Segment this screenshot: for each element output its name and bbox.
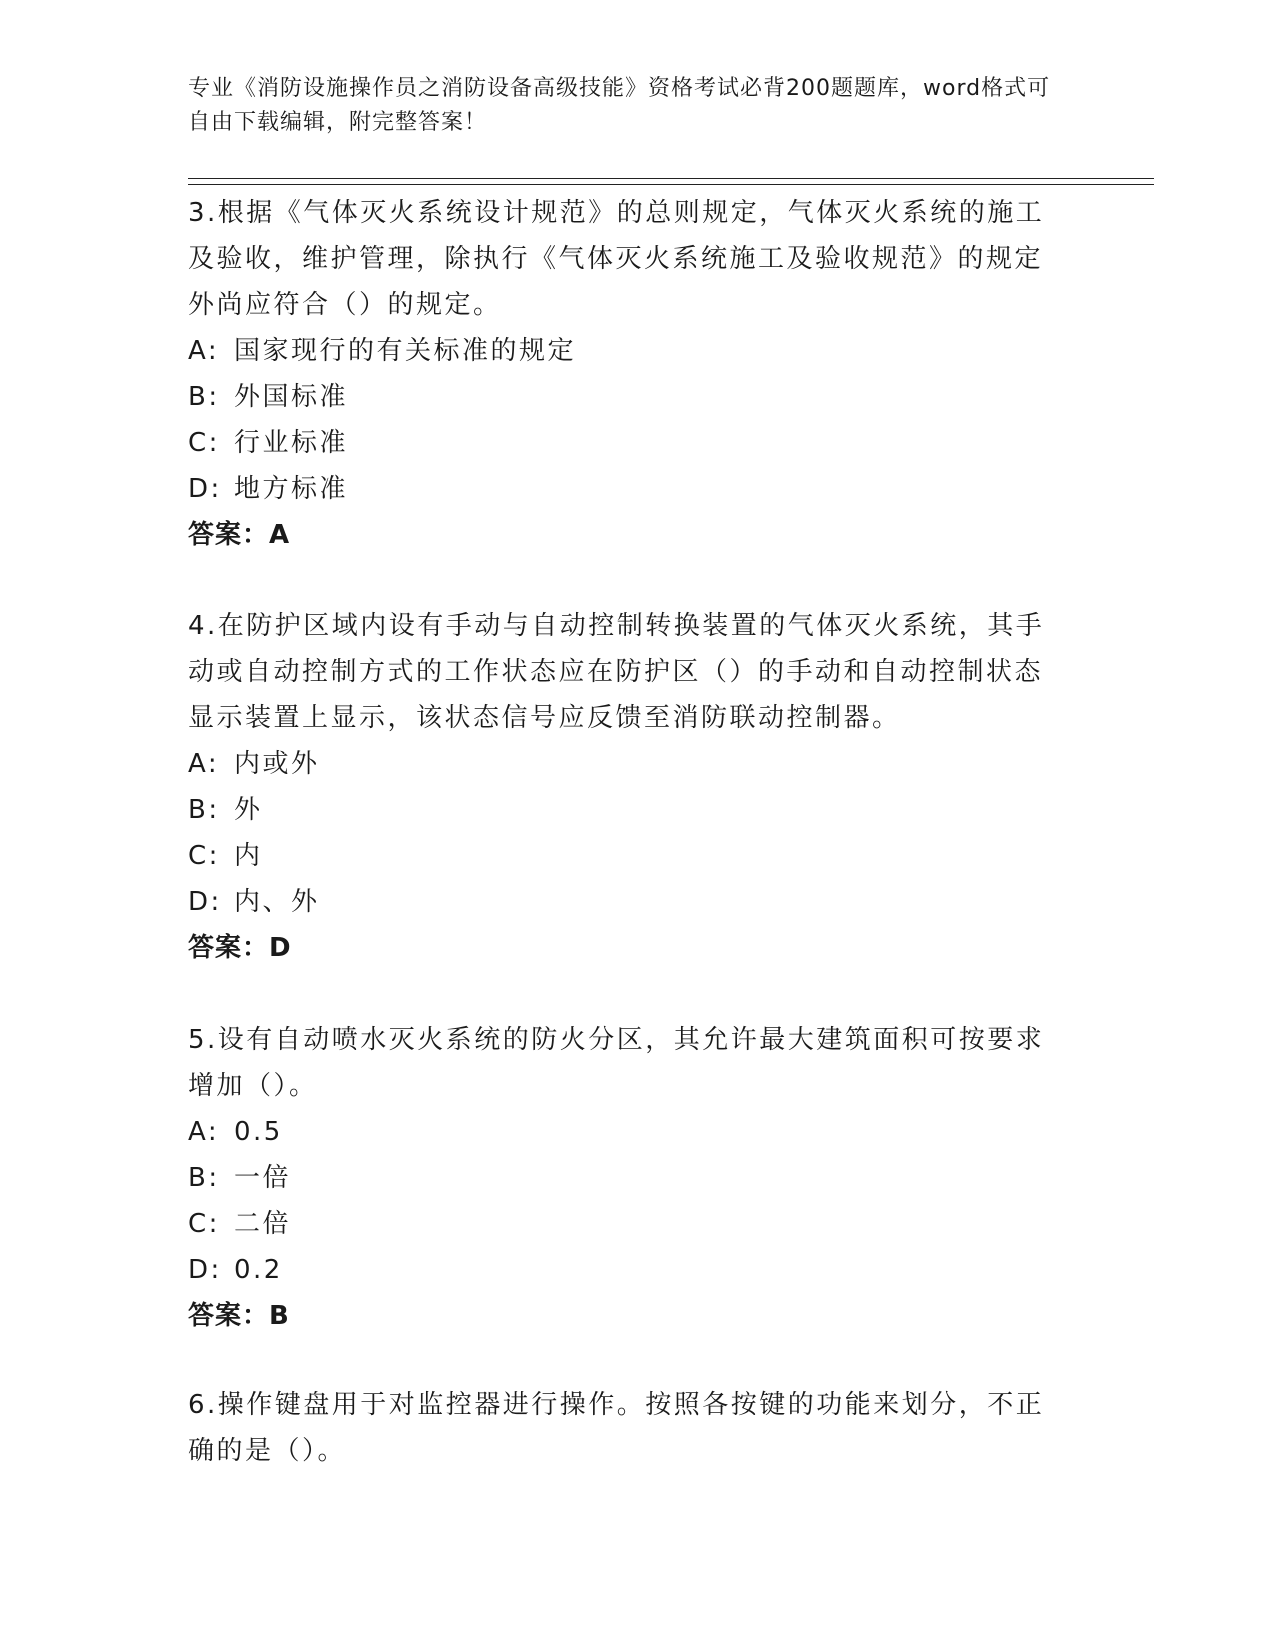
option-d [188,1247,1068,1293]
option-text: 0.5 [234,1117,283,1147]
question-6 [188,1382,1068,1474]
option-key: D: [188,1255,222,1285]
option-key: B: [188,795,220,825]
option-key: C: [188,1209,220,1239]
question-text: 3.根据《气体灭火系统设计规范》的总则规定，气体灭火系统的施工及验收，维护管理，除执行《气体灭火系统施工及验收规范》的规定外尚应符合（）的规定。 [188,198,1045,320]
option-a [188,1109,1068,1155]
question-3 [188,190,1068,558]
option-b [188,787,1068,833]
option-text: 内、外 [234,887,320,917]
option-c [188,420,1068,466]
option-b [188,1155,1068,1201]
answer: 答案：B [188,1301,290,1331]
document-header: 专业《消防设施操作员之消防设备高级技能》资格考试必背200题题库，word格式可自由下载编辑，附完整答案！ [188,76,1051,135]
question-4 [188,603,1068,971]
option-d [188,879,1068,925]
option-key: D: [188,887,222,917]
option-b [188,374,1068,420]
question-5 [188,1017,1068,1339]
option-a [188,328,1068,374]
option-a [188,741,1068,787]
option-text: 0.2 [234,1255,283,1285]
option-text: 外国标准 [234,382,349,412]
option-key: B: [188,382,220,412]
option-text: 一倍 [234,1163,292,1193]
option-text: 内 [234,841,263,871]
question-text: 4.在防护区域内设有手动与自动控制转换装置的气体灭火系统，其手动或自动控制方式的工作状态应在防护区（）的手动和自动控制状态显示装置上显示，该状态信号应反馈至消防联动控制器。 [188,611,1045,733]
option-key: B: [188,1163,220,1193]
option-c [188,833,1068,879]
header-rule-top [188,178,1154,179]
option-text: 行业标准 [234,428,349,458]
option-key: D: [188,474,222,504]
option-c [188,1201,1068,1247]
option-key: A: [188,749,220,779]
answer: 答案：A [188,520,291,550]
option-text: 国家现行的有关标准的规定 [234,336,577,366]
answer: 答案：D [188,933,292,963]
question-text: 6.操作键盘用于对监控器进行操作。按照各按键的功能来划分，不正确的是（）。 [188,1390,1045,1466]
option-key: A: [188,336,220,366]
option-key: C: [188,841,220,871]
header-rule-bottom [188,184,1154,185]
option-text: 内或外 [234,749,320,779]
option-text: 二倍 [234,1209,292,1239]
option-text: 外 [234,795,263,825]
option-text: 地方标准 [234,474,349,504]
question-text: 5.设有自动喷水灭火系统的防火分区，其允许最大建筑面积可按要求增加（）。 [188,1025,1045,1101]
option-key: A: [188,1117,220,1147]
option-key: C: [188,428,220,458]
option-d [188,466,1068,512]
